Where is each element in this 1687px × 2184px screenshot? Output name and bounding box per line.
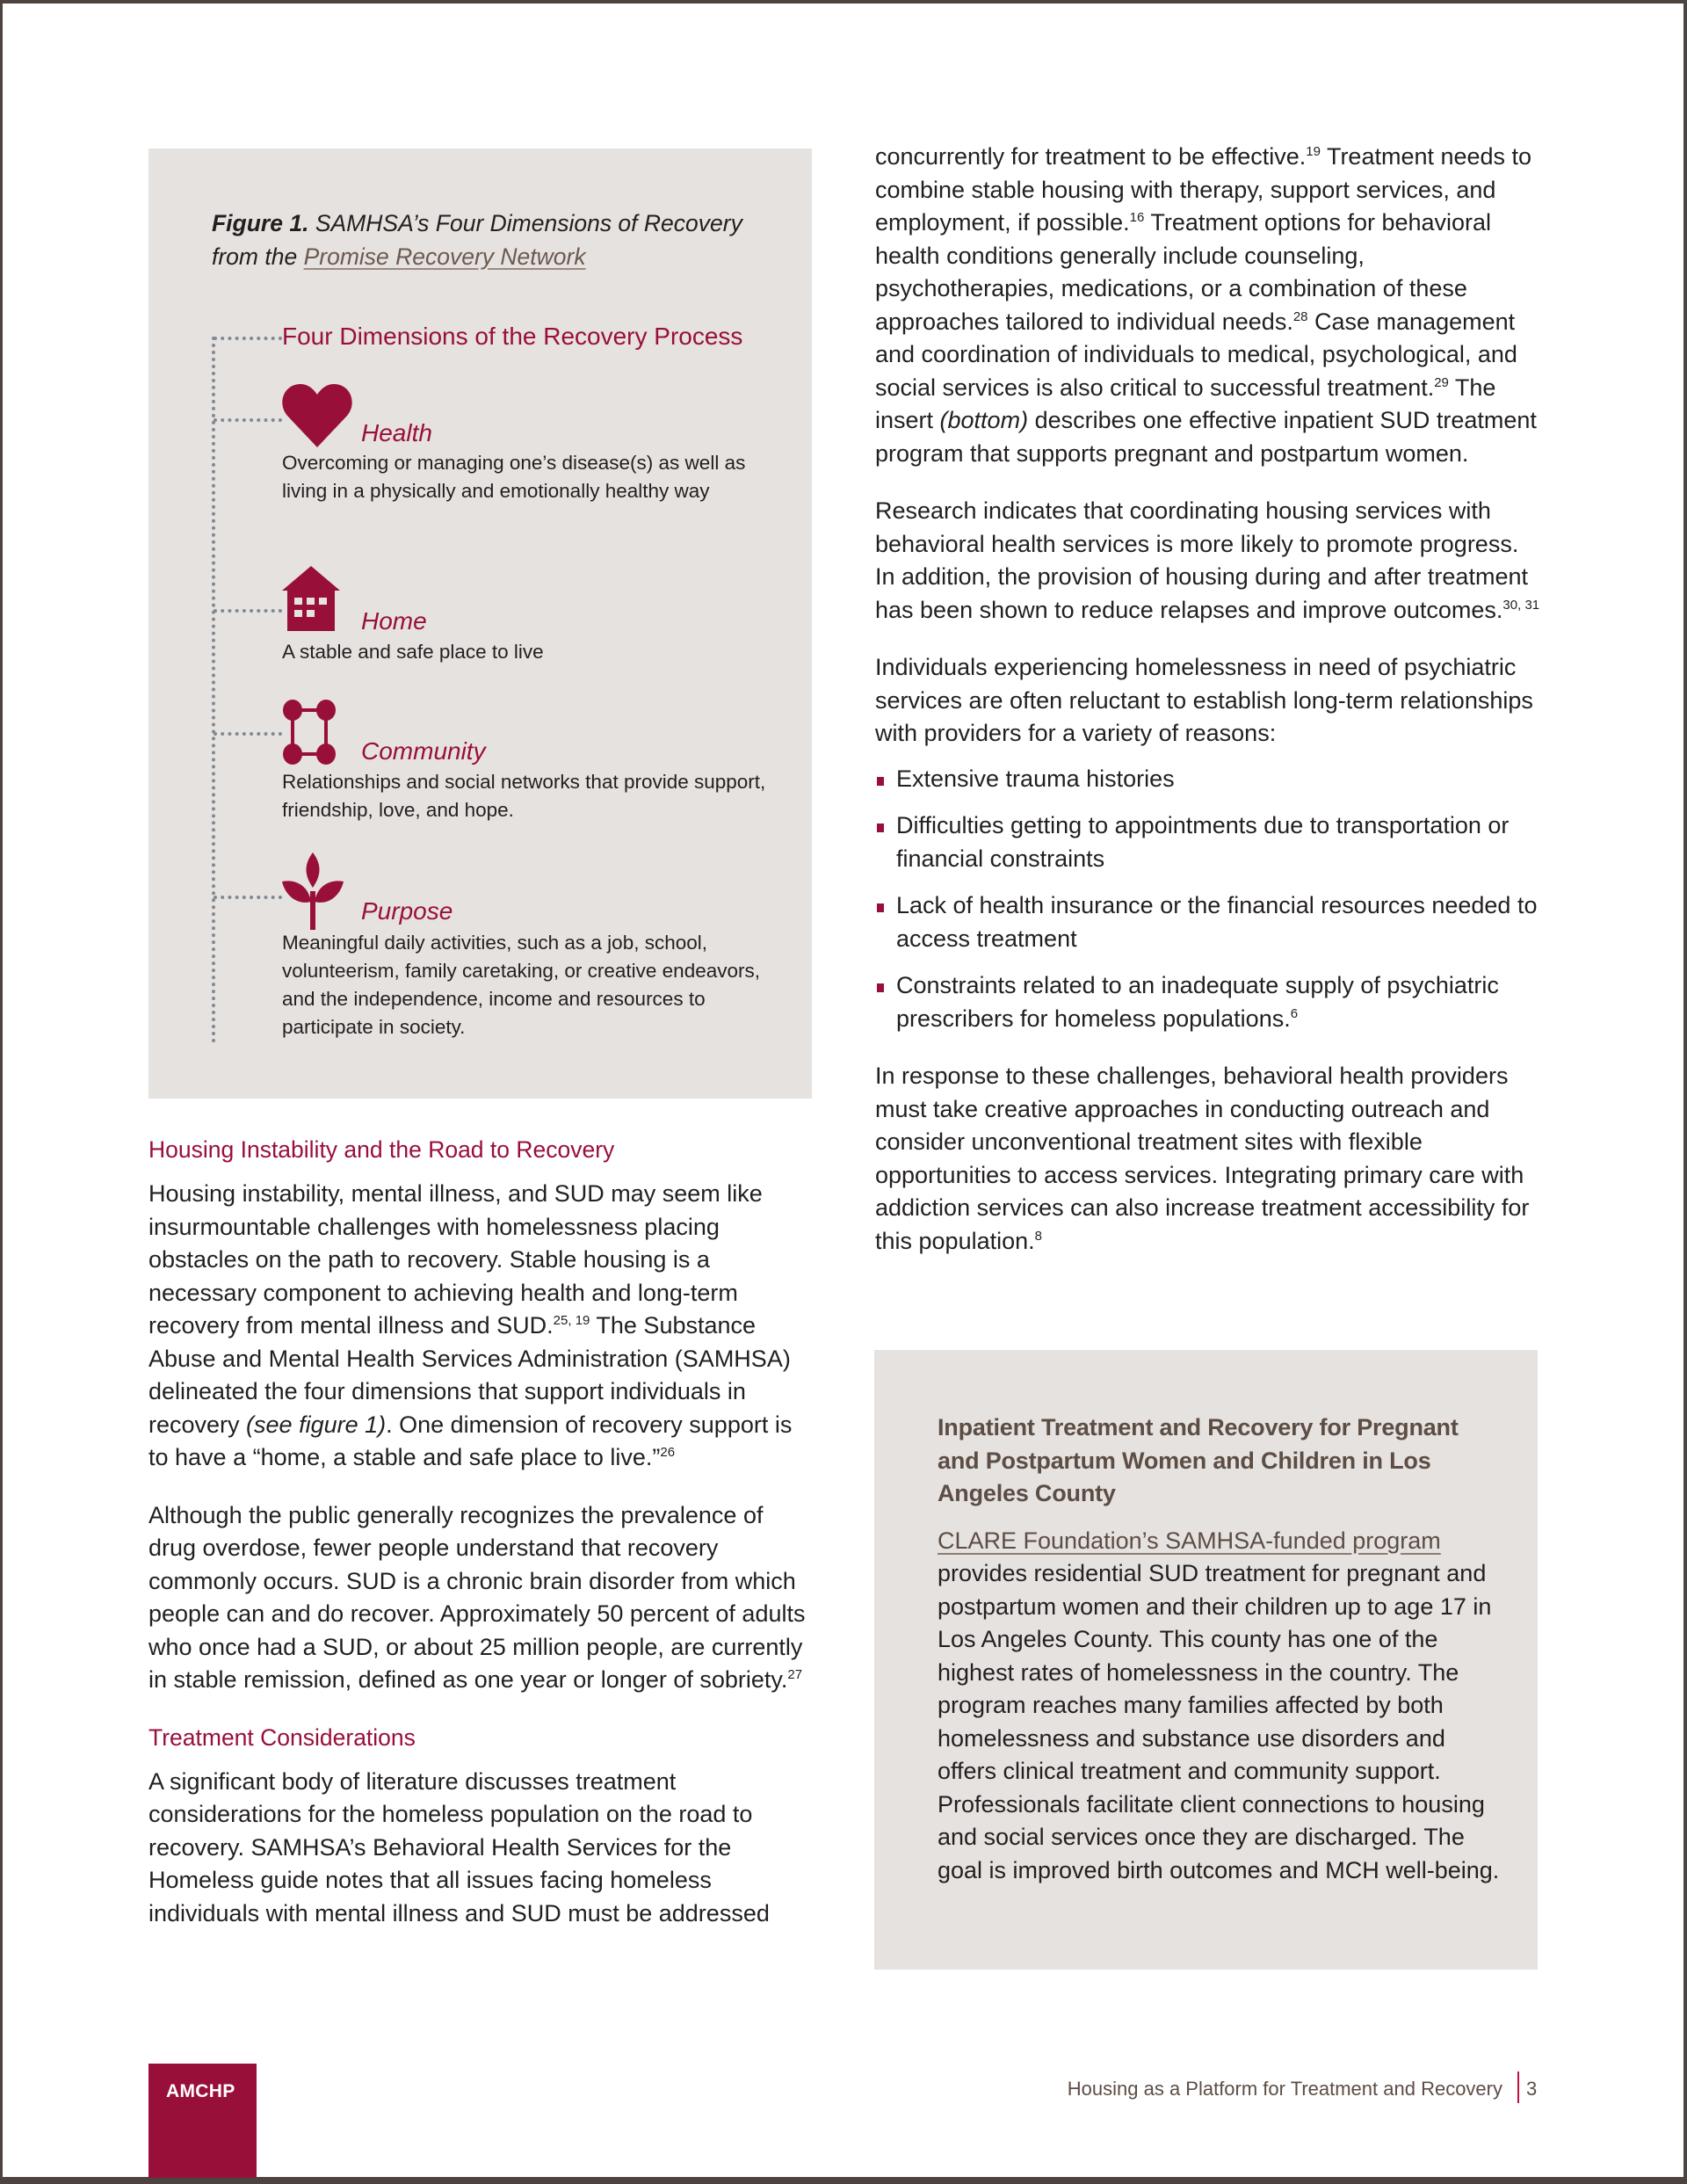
text-span: The insert [875, 374, 1496, 433]
leaf-sprout-icon [282, 853, 344, 930]
text-span: Although the public generally recognizes the prevalence of drug overdose, fewer people understand that recovery commonly occurs. SUD is a chronic brain disorder from which people can and do recover. Approximately 50 percent of adults who once had a SUD, or about 25 million people, are currently in stable remission, defined as one year or longer of sobriety. [148, 1501, 806, 1693]
dimension-name-home: Home [361, 607, 427, 635]
footnote-ref: 28 [1292, 308, 1308, 324]
heading-treatment-considerations: Treatment Considerations [148, 1723, 416, 1751]
footnote-ref: 16 [1129, 210, 1145, 225]
paragraph-research [875, 495, 1543, 627]
text-span: Research indicates that coordinating housing services with behavioral health services is more likely to promote progress. In addition, the provision of housing during and after treatment has been shown to reduce relapses and improve outcomes. [875, 497, 1528, 623]
heading-housing-instability: Housing Instability and the Road to Recovery [148, 1136, 615, 1163]
dimension-desc-purpose: Meaningful daily activities, such as a job, school, volunteerism, family caretaking, or creative endeavors, and the independence, income and resources to participate in society. [282, 932, 760, 1038]
footnote-ref: 25, 19 [553, 1313, 590, 1328]
figure-label: Figure 1. [212, 210, 309, 236]
logo-text: AMCHP [166, 2081, 235, 2101]
dimension-name-purpose: Purpose [361, 897, 453, 925]
list-item [875, 809, 1543, 875]
bullet-icon [877, 983, 884, 992]
paragraph-recovery-prevalence [148, 1499, 816, 1697]
footer-divider [1517, 2072, 1519, 2103]
list-item [875, 969, 1543, 1035]
amchp-logo [148, 2064, 257, 2178]
figure-caption [212, 207, 774, 273]
paragraph-treatment-considerations: A significant body of literature discusses treatment considerations for the homeless population on the road to recovery. SAMHSA’s Behavioral Health Services for the Homeless guide notes that all issues facing homeless individuals with mental illness and SUD must be addressed [148, 1767, 770, 1926]
text-span: concurrently for treatment to be effective. [875, 143, 1307, 170]
dimension-desc-community: Relationships and social networks that provide support, friendship, love, and hope. [282, 771, 766, 821]
insert-reference: (bottom) [939, 407, 1029, 433]
text-span: Case management and coordination of individuals to medical, psychological, and social services is also critical to successful treatment. [875, 308, 1517, 401]
paragraph-reluctance: Individuals experiencing homelessness in need of psychiatric services are often reluctant to establish long-term relationships with providers for a variety of reasons: [875, 654, 1533, 746]
list-item-text: Lack of health insurance or the financial resources needed to access treatment [896, 892, 1538, 952]
text-span: Housing instability, mental illness, and SUD may seem like insurmountable challenges with homelessness placing obstacles on the path to recovery. Stable housing is a necessary component to achieving health and long-term recovery from mental illness and SUD. [148, 1180, 763, 1339]
diagram-connector-vertical [212, 337, 215, 1043]
insert-title: Inpatient Treatment and Recovery for Pregnant and Postpartum Women and Children in Los Angeles County [938, 1414, 1459, 1506]
house-icon [282, 566, 340, 631]
dimension-name-community: Community [361, 737, 486, 765]
text-span: Treatment needs to combine stable housing with therapy, support services, and employment, if possible. [875, 143, 1532, 236]
dimension-desc-home: A stable and safe place to live [282, 641, 544, 663]
footnote-ref: 6 [1290, 1005, 1299, 1021]
footnote-ref: 29 [1434, 374, 1449, 390]
figure-1-panel [148, 149, 812, 1099]
text-span: In response to these challenges, behavioral health providers must take creative approaches in conducting outreach and consider unconventional treatment sites with flexible opportunities to access services. Integrating primary care with addiction services can also increase treatment accessibility for this population. [875, 1063, 1530, 1254]
list-item-text: Constraints related to an inadequate supply of psychiatric prescribers for homeless populations. [896, 972, 1499, 1032]
list-item [875, 889, 1543, 955]
footnote-ref: 8 [1034, 1228, 1042, 1244]
list-item [875, 763, 1543, 796]
footnote-ref: 26 [660, 1445, 676, 1460]
paragraph-response [875, 1060, 1543, 1258]
dimension-desc-health: Overcoming or managing one’s disease(s) as well as living in a physically and emotionally healthy way [282, 452, 746, 502]
insert-body [938, 1525, 1500, 1888]
text-span: describes one effective inpatient SUD treatment program that supports pregnant and postpartum women. [875, 407, 1537, 467]
promise-recovery-network-link[interactable]: Promise Recovery Network [303, 243, 586, 270]
insert-content [938, 1411, 1500, 1887]
bullet-icon [877, 903, 884, 912]
bullet-icon [877, 824, 884, 832]
footer-document-title: Housing as a Platform for Treatment and Recovery [1067, 2078, 1502, 2100]
list-item-text: Extensive trauma histories [896, 765, 1175, 792]
footnote-ref: 19 [1306, 144, 1321, 159]
clare-foundation-insert [874, 1350, 1538, 1970]
paragraph-treatment-needs [875, 141, 1543, 470]
diagram-connector-title [214, 337, 282, 340]
left-column [148, 1134, 816, 1955]
diagram-connector-health [214, 418, 282, 422]
list-item-text: Difficulties getting to appointments due to transportation or financial constraints [896, 812, 1510, 872]
figure-caption-text: SAMHSA’s Four Dimensions of Recovery from the [212, 210, 742, 270]
right-column [875, 141, 1543, 1282]
network-icon [282, 700, 337, 765]
bullet-icon [877, 777, 884, 786]
page-number: 3 [1526, 2078, 1538, 2100]
dimension-name-health: Health [361, 419, 432, 446]
figure-reference: (see figure 1) [246, 1411, 387, 1438]
text-span: provides residential SUD treatment for pregnant and postpartum women and their children up to age 17 in Los Angeles County. This county has one of the highest rates of homelessness in the country. The program reaches many families affected by both homelessness and substance use disorders and offers clinical treatment and community support. Professionals facilitate client connections to housing and social services once they are discharged. The goal is improved birth outcomes and MCH well-being. [938, 1560, 1500, 1883]
diagram-connector-community [214, 732, 282, 736]
heart-icon [282, 382, 352, 449]
paragraph-housing-instability [148, 1178, 816, 1475]
text-span: Treatment options for behavioral health conditions generally include counseling, psychotherapies, medications, or a combination of these approaches tailored to individual needs. [875, 209, 1492, 335]
text-span: The Substance Abuse and Mental Health Services Administration (SAMHSA) delineated the four dimensions that support individuals in recovery [148, 1312, 791, 1438]
footnote-ref: 27 [787, 1667, 803, 1682]
diagram-title: Four Dimensions of the Recovery Process [282, 323, 743, 350]
reasons-list [875, 763, 1543, 1036]
text-span: . One dimension of recovery support is to have a “home, a stable and safe place to live.” [148, 1411, 793, 1470]
footnote-ref: 30, 31 [1502, 597, 1540, 613]
diagram-connector-home [214, 609, 282, 613]
clare-foundation-link[interactable]: CLARE Foundation’s SAMHSA-funded program [938, 1527, 1441, 1554]
diagram-connector-purpose [214, 896, 282, 899]
